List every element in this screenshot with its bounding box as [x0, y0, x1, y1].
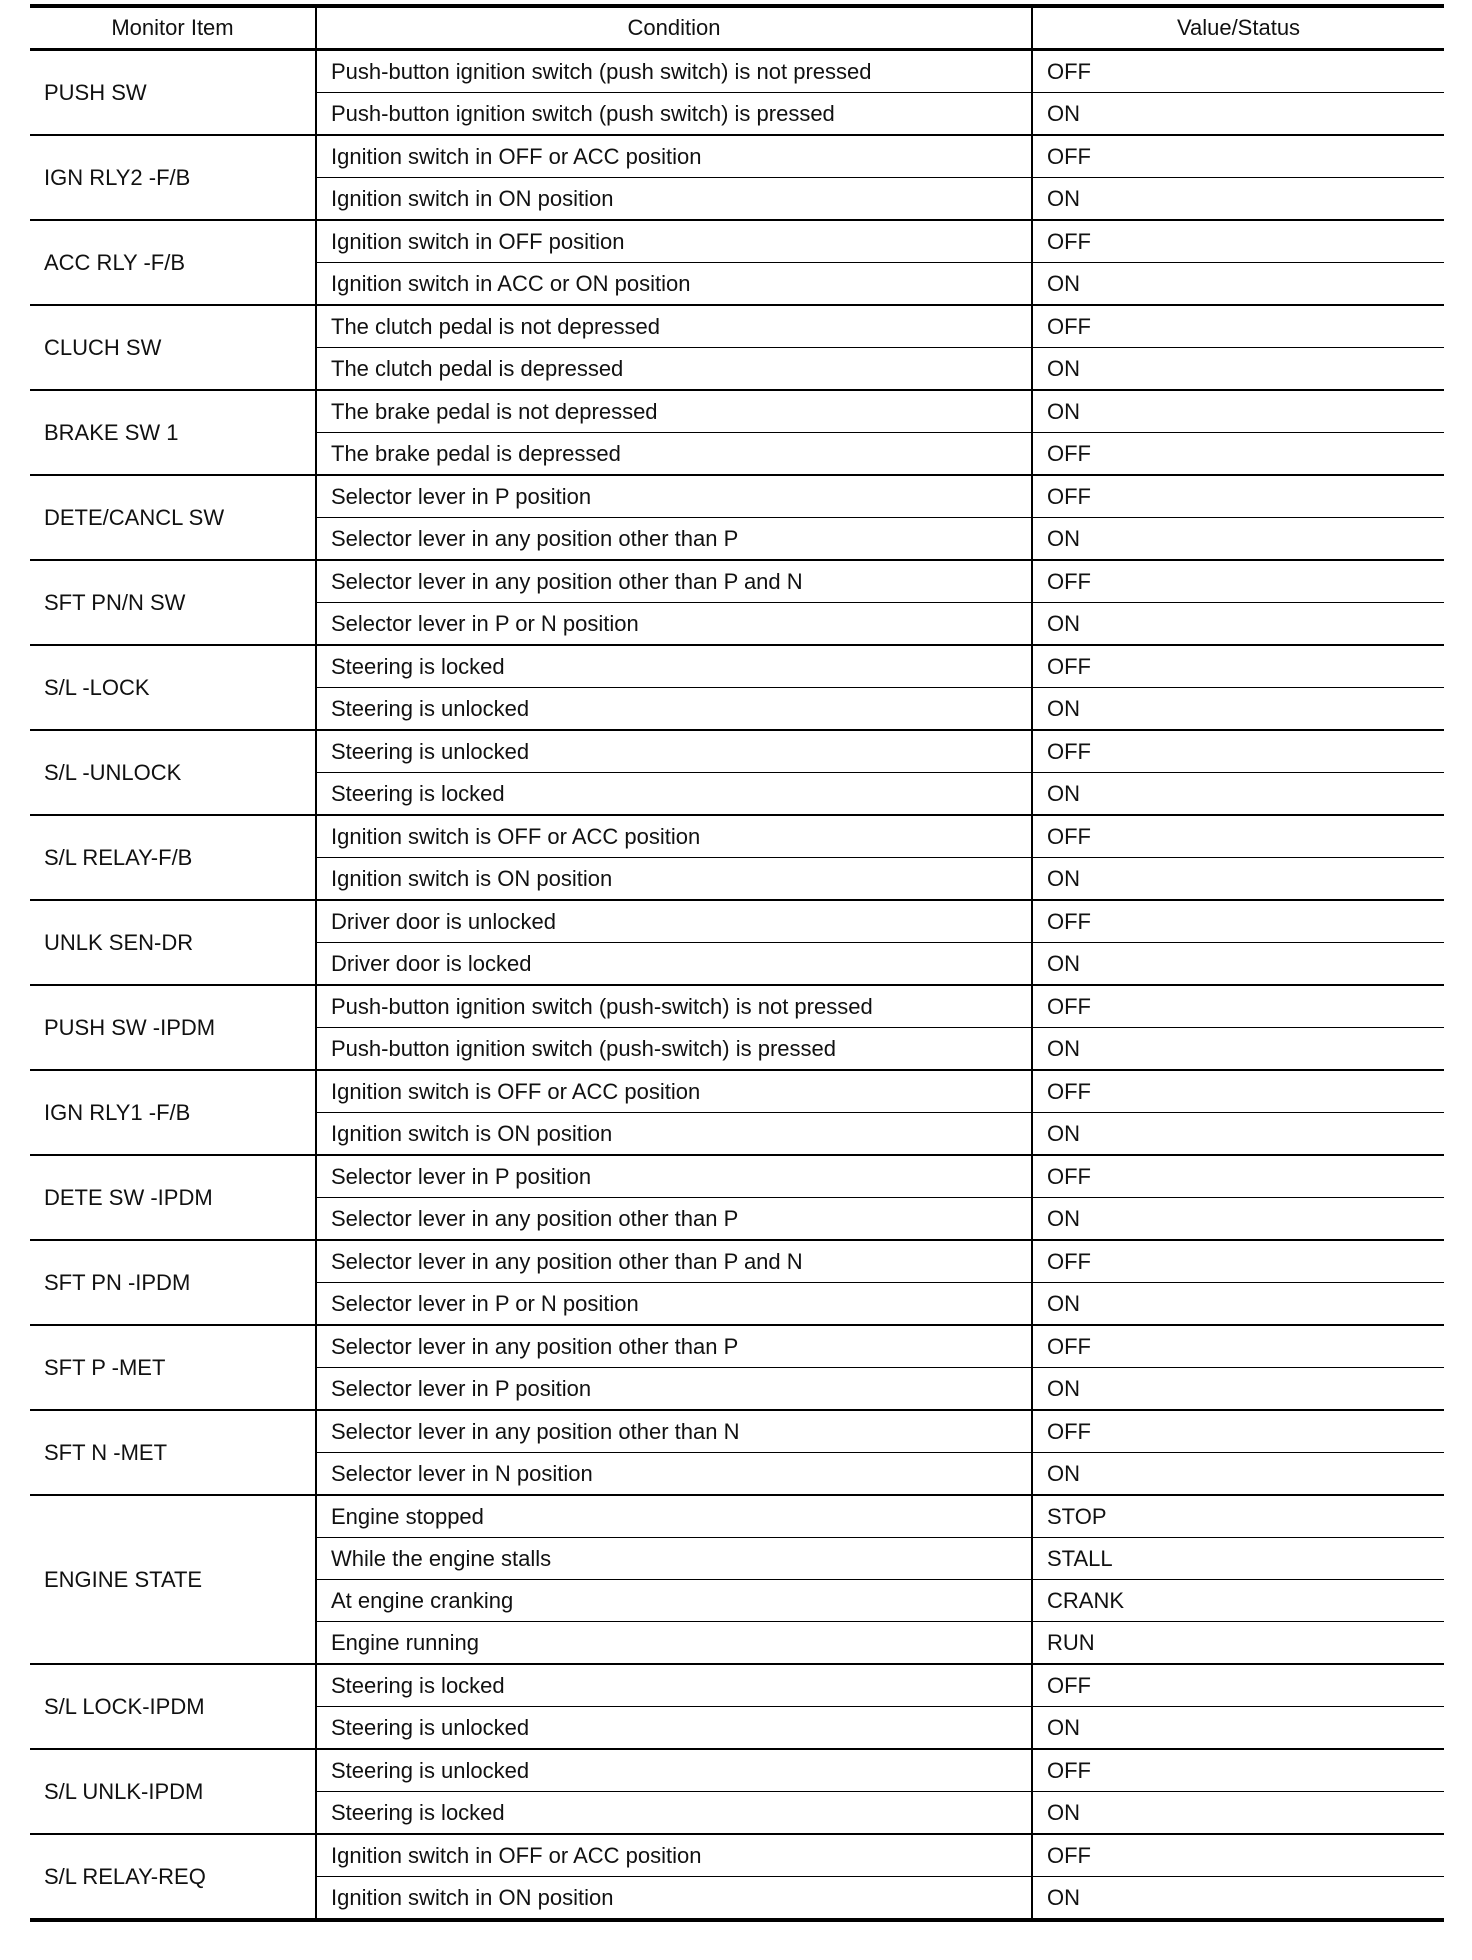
condition-cell: Ignition switch in OFF or ACC position — [316, 135, 1032, 178]
table-row — [30, 1410, 1444, 1453]
value-status-cell: ON — [1032, 1792, 1444, 1835]
monitor-item-cell: S/L -LOCK — [30, 645, 316, 730]
condition-cell: Selector lever in any position other than N — [316, 1410, 1032, 1453]
value-status-cell: ON — [1032, 1113, 1444, 1156]
value-status-cell: ON — [1032, 263, 1444, 306]
condition-cell: Push-button ignition switch (push-switch) is not pressed — [316, 985, 1032, 1028]
condition-cell: Ignition switch is ON position — [316, 858, 1032, 901]
monitor-item-cell: IGN RLY1 -F/B — [30, 1070, 316, 1155]
condition-cell: Selector lever in P or N position — [316, 1283, 1032, 1326]
condition-cell: Selector lever in P position — [316, 475, 1032, 518]
monitor-item-cell: PUSH SW -IPDM — [30, 985, 316, 1070]
value-status-cell: ON — [1032, 1877, 1444, 1921]
condition-cell: The clutch pedal is depressed — [316, 348, 1032, 391]
condition-cell: Ignition switch is OFF or ACC position — [316, 1070, 1032, 1113]
value-status-cell: ON — [1032, 1707, 1444, 1750]
table-row — [30, 985, 1444, 1028]
table-row — [30, 220, 1444, 263]
value-status-cell: ON — [1032, 178, 1444, 221]
condition-cell: Push-button ignition switch (push switch) is pressed — [316, 93, 1032, 136]
value-status-cell: ON — [1032, 688, 1444, 731]
table-row — [30, 1155, 1444, 1198]
value-status-cell: OFF — [1032, 1070, 1444, 1113]
table-row — [30, 50, 1444, 93]
value-status-cell: OFF — [1032, 135, 1444, 178]
condition-cell: The clutch pedal is not depressed — [316, 305, 1032, 348]
value-status-cell: OFF — [1032, 985, 1444, 1028]
monitor-item-cell: PUSH SW — [30, 50, 316, 136]
table-row — [30, 390, 1444, 433]
table-row — [30, 135, 1444, 178]
monitor-item-cell: DETE/CANCL SW — [30, 475, 316, 560]
monitor-item-cell: S/L RELAY-REQ — [30, 1834, 316, 1920]
value-status-cell: ON — [1032, 773, 1444, 816]
condition-cell: Selector lever in P position — [316, 1155, 1032, 1198]
monitor-item-cell: SFT N -MET — [30, 1410, 316, 1495]
value-status-cell: OFF — [1032, 1749, 1444, 1792]
table-header — [30, 6, 1444, 50]
condition-cell: At engine cranking — [316, 1580, 1032, 1622]
value-status-cell: ON — [1032, 93, 1444, 136]
value-status-cell: ON — [1032, 390, 1444, 433]
condition-cell: Selector lever in P or N position — [316, 603, 1032, 646]
monitor-table — [30, 4, 1444, 1922]
monitor-item-cell: IGN RLY2 -F/B — [30, 135, 316, 220]
condition-cell: Selector lever in any position other than P — [316, 518, 1032, 561]
value-status-cell: OFF — [1032, 560, 1444, 603]
table-row — [30, 1664, 1444, 1707]
header-value-status: Value/Status — [1032, 6, 1444, 50]
condition-cell: Selector lever in any position other than P and N — [316, 560, 1032, 603]
value-status-cell: OFF — [1032, 475, 1444, 518]
monitor-item-cell: S/L RELAY-F/B — [30, 815, 316, 900]
table-row — [30, 1070, 1444, 1113]
monitor-item-cell: DETE SW -IPDM — [30, 1155, 316, 1240]
value-status-cell: OFF — [1032, 50, 1444, 93]
value-status-cell: OFF — [1032, 900, 1444, 943]
value-status-cell: ON — [1032, 858, 1444, 901]
value-status-cell: ON — [1032, 348, 1444, 391]
condition-cell: Ignition switch is ON position — [316, 1113, 1032, 1156]
table-row — [30, 645, 1444, 688]
header-row — [30, 6, 1444, 50]
condition-cell: Selector lever in any position other than P — [316, 1198, 1032, 1241]
value-status-cell: ON — [1032, 518, 1444, 561]
condition-cell: Steering is locked — [316, 1664, 1032, 1707]
value-status-cell: OFF — [1032, 220, 1444, 263]
table-body — [30, 50, 1444, 1921]
condition-cell: Steering is unlocked — [316, 730, 1032, 773]
table-row — [30, 730, 1444, 773]
monitor-item-cell: ENGINE STATE — [30, 1495, 316, 1664]
monitor-item-cell: UNLK SEN-DR — [30, 900, 316, 985]
value-status-cell: OFF — [1032, 1410, 1444, 1453]
value-status-cell: CRANK — [1032, 1580, 1444, 1622]
condition-cell: Ignition switch in ACC or ON position — [316, 263, 1032, 306]
condition-cell: Ignition switch in ON position — [316, 178, 1032, 221]
table-row — [30, 1240, 1444, 1283]
value-status-cell: OFF — [1032, 433, 1444, 476]
condition-cell: Steering is unlocked — [316, 1749, 1032, 1792]
condition-cell: Selector lever in any position other than P and N — [316, 1240, 1032, 1283]
value-status-cell: OFF — [1032, 730, 1444, 773]
condition-cell: Steering is unlocked — [316, 1707, 1032, 1750]
value-status-cell: OFF — [1032, 1664, 1444, 1707]
table-row — [30, 475, 1444, 518]
condition-cell: Push-button ignition switch (push switch) is not pressed — [316, 50, 1032, 93]
condition-cell: Ignition switch in OFF or ACC position — [316, 1834, 1032, 1877]
value-status-cell: OFF — [1032, 1240, 1444, 1283]
table-row — [30, 1495, 1444, 1538]
condition-cell: Selector lever in P position — [316, 1368, 1032, 1411]
condition-cell: Selector lever in any position other than P — [316, 1325, 1032, 1368]
value-status-cell: OFF — [1032, 815, 1444, 858]
monitor-item-cell: S/L LOCK-IPDM — [30, 1664, 316, 1749]
value-status-cell: ON — [1032, 1368, 1444, 1411]
value-status-cell: OFF — [1032, 1325, 1444, 1368]
monitor-item-cell: ACC RLY -F/B — [30, 220, 316, 305]
condition-cell: Engine stopped — [316, 1495, 1032, 1538]
header-monitor-item: Monitor Item — [30, 6, 316, 50]
value-status-cell: ON — [1032, 603, 1444, 646]
table-row — [30, 560, 1444, 603]
condition-cell: Steering is unlocked — [316, 688, 1032, 731]
value-status-cell: ON — [1032, 1283, 1444, 1326]
condition-cell: The brake pedal is not depressed — [316, 390, 1032, 433]
condition-cell: Driver door is locked — [316, 943, 1032, 986]
condition-cell: Ignition switch is OFF or ACC position — [316, 815, 1032, 858]
table-row — [30, 1325, 1444, 1368]
table-row — [30, 815, 1444, 858]
condition-cell: While the engine stalls — [316, 1538, 1032, 1580]
value-status-cell: OFF — [1032, 1155, 1444, 1198]
monitor-item-cell: SFT PN -IPDM — [30, 1240, 316, 1325]
value-status-cell: STOP — [1032, 1495, 1444, 1538]
condition-cell: Push-button ignition switch (push-switch) is pressed — [316, 1028, 1032, 1071]
condition-cell: Steering is locked — [316, 1792, 1032, 1835]
monitor-table-container — [30, 4, 1444, 1922]
monitor-item-cell: SFT P -MET — [30, 1325, 316, 1410]
value-status-cell: ON — [1032, 943, 1444, 986]
condition-cell: Driver door is unlocked — [316, 900, 1032, 943]
table-row — [30, 305, 1444, 348]
condition-cell: Steering is locked — [316, 645, 1032, 688]
condition-cell: Ignition switch in OFF position — [316, 220, 1032, 263]
monitor-item-cell: SFT PN/N SW — [30, 560, 316, 645]
monitor-item-cell: S/L -UNLOCK — [30, 730, 316, 815]
monitor-item-cell: BRAKE SW 1 — [30, 390, 316, 475]
condition-cell: Engine running — [316, 1622, 1032, 1665]
value-status-cell: RUN — [1032, 1622, 1444, 1665]
table-row — [30, 1834, 1444, 1877]
condition-cell: Selector lever in N position — [316, 1453, 1032, 1496]
value-status-cell: ON — [1032, 1028, 1444, 1071]
header-condition: Condition — [316, 6, 1032, 50]
value-status-cell: OFF — [1032, 305, 1444, 348]
value-status-cell: ON — [1032, 1453, 1444, 1496]
value-status-cell: OFF — [1032, 645, 1444, 688]
monitor-item-cell: CLUCH SW — [30, 305, 316, 390]
monitor-item-cell: S/L UNLK-IPDM — [30, 1749, 316, 1834]
condition-cell: Ignition switch in ON position — [316, 1877, 1032, 1921]
condition-cell: Steering is locked — [316, 773, 1032, 816]
table-row — [30, 1749, 1444, 1792]
value-status-cell: STALL — [1032, 1538, 1444, 1580]
value-status-cell: OFF — [1032, 1834, 1444, 1877]
table-row — [30, 900, 1444, 943]
condition-cell: The brake pedal is depressed — [316, 433, 1032, 476]
value-status-cell: ON — [1032, 1198, 1444, 1241]
